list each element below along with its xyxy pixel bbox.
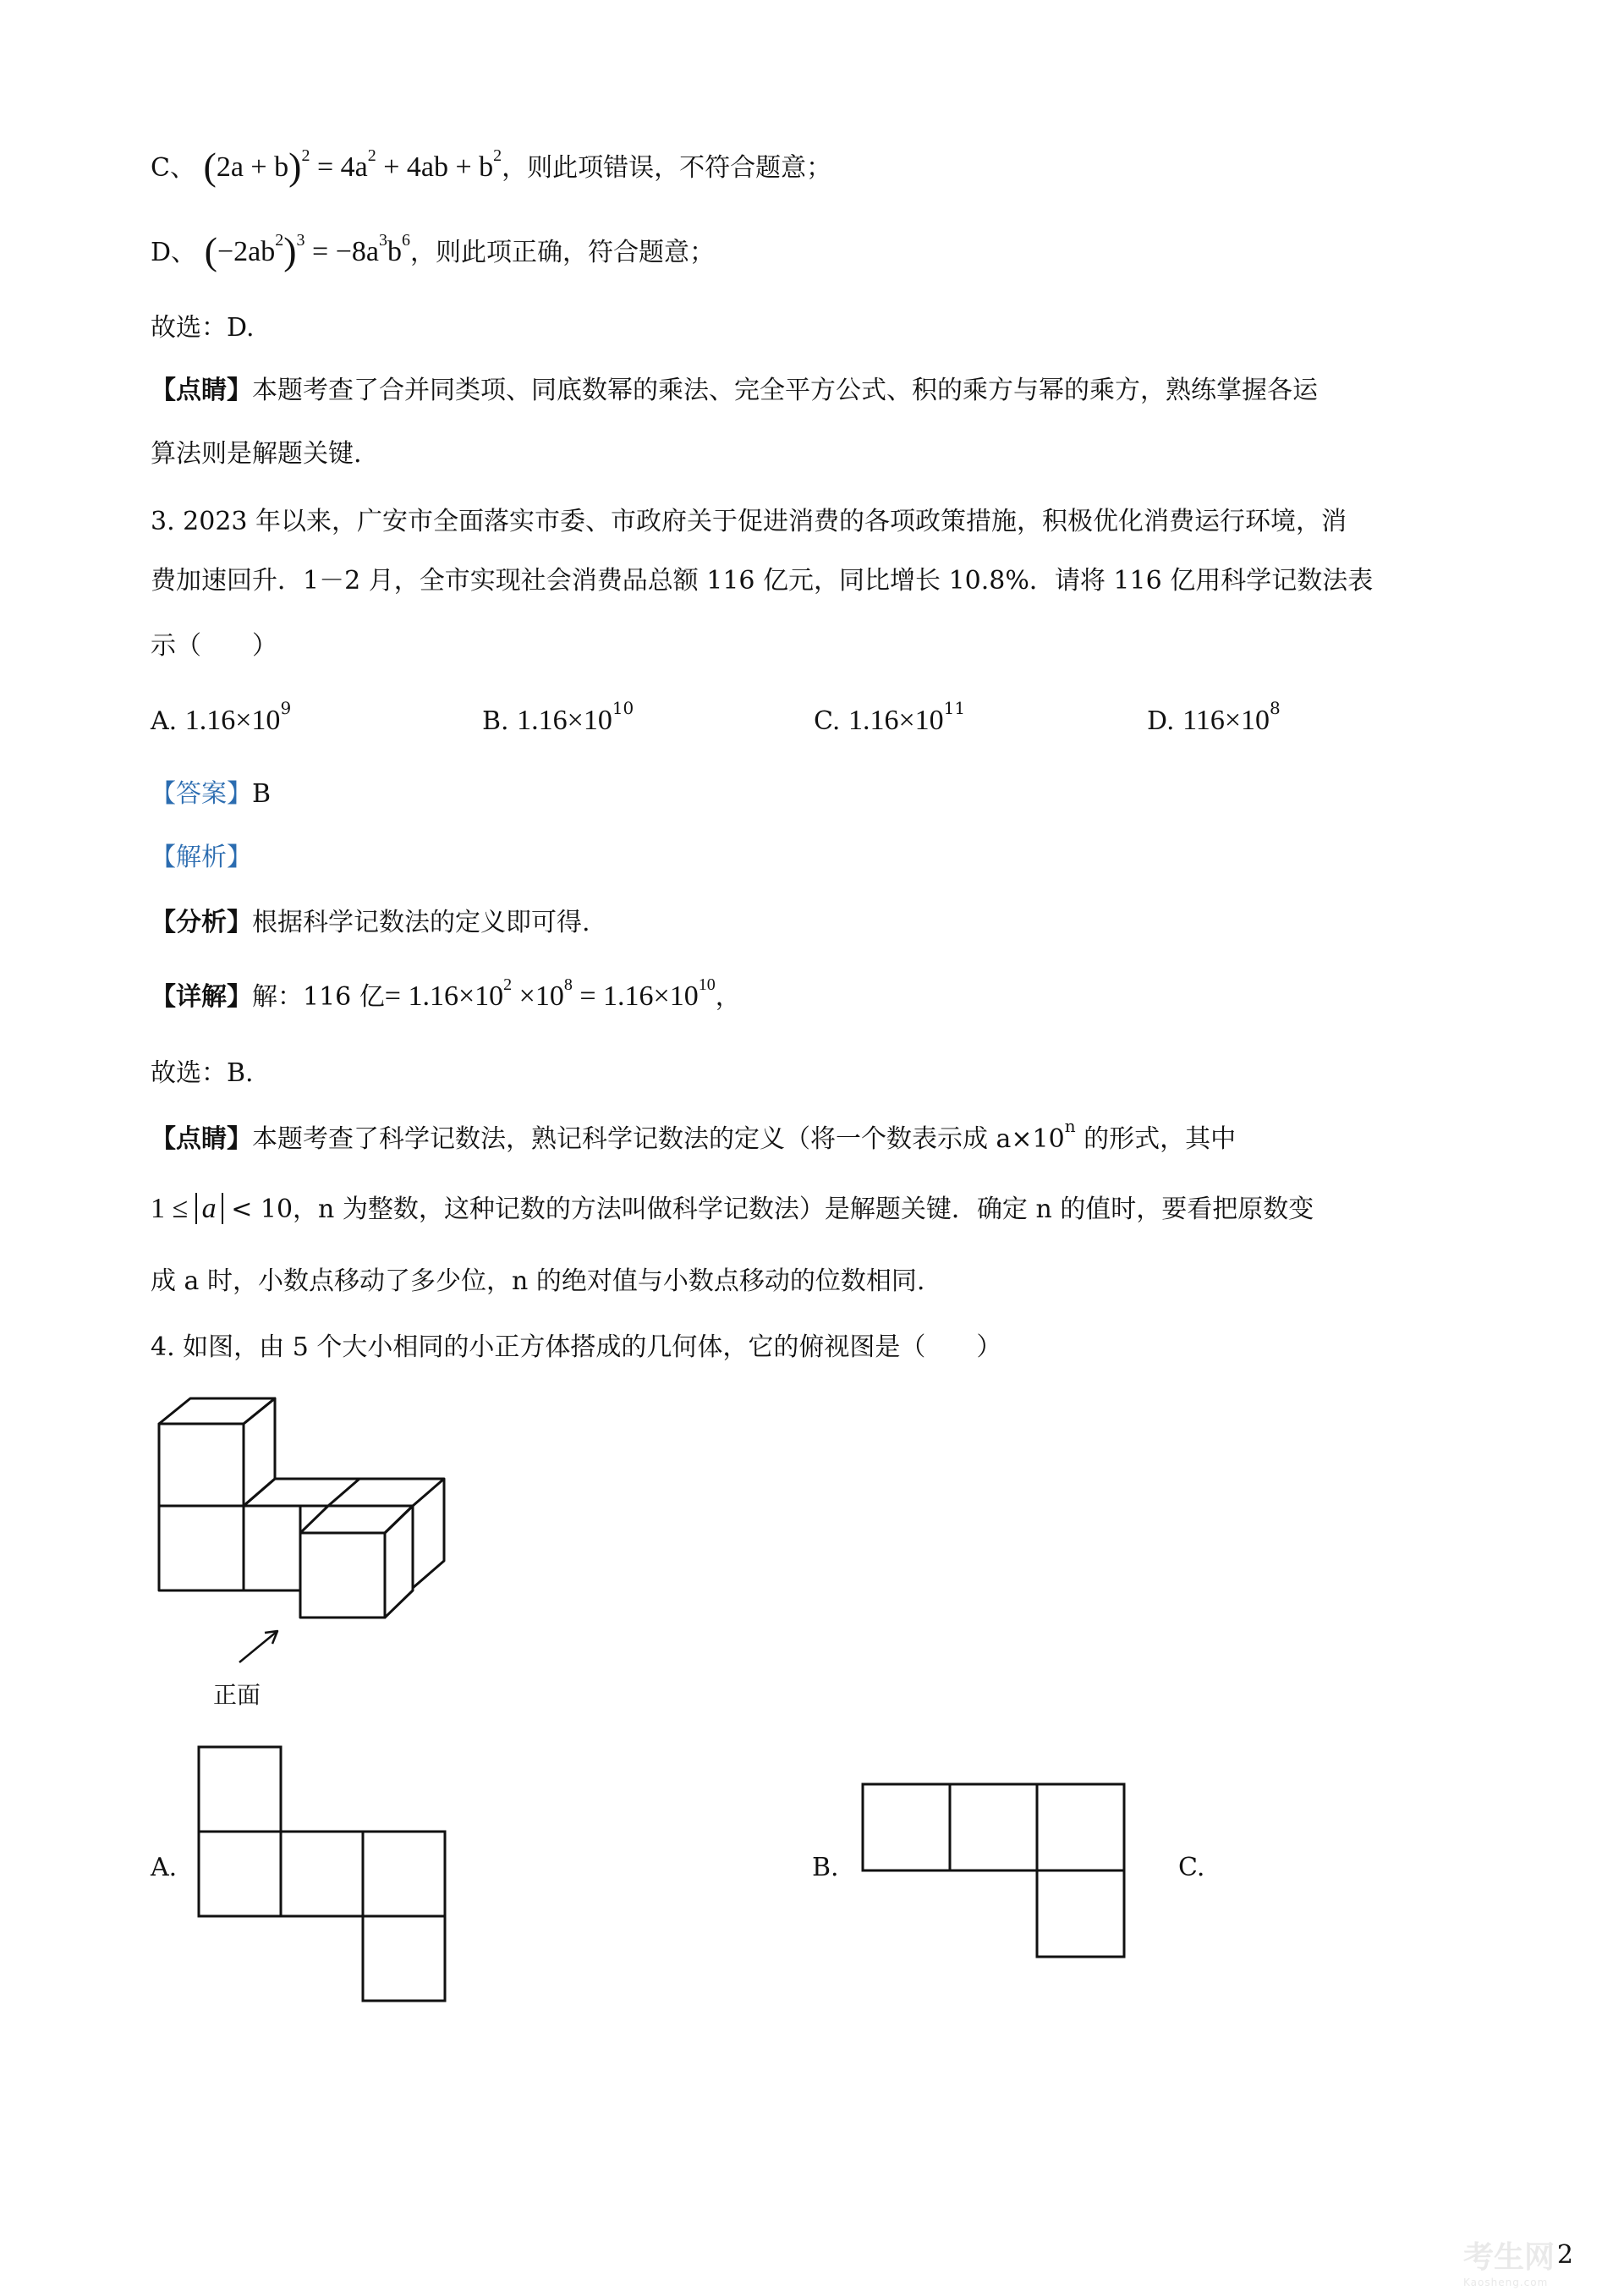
prev-c-rhs-b: + 4ab + b bbox=[376, 151, 494, 183]
q3-option-d-label: D. bbox=[1147, 706, 1175, 736]
q3-stem-line-3: 示（ ） bbox=[151, 631, 277, 661]
q3-xj-b-exp: 8 bbox=[563, 975, 573, 994]
q3-jiexi-label: 【解析】 bbox=[151, 843, 252, 872]
option-b-cell-3 bbox=[1037, 1784, 1124, 1870]
q3-option-a-label: A. bbox=[151, 706, 178, 736]
q3-option-c bbox=[814, 698, 966, 739]
q3-dianjing-line-2 bbox=[151, 1191, 1314, 1228]
prev-dianjing-line-2: 算法则是解题关键. bbox=[151, 439, 362, 469]
q3-xj-c-exp: 10 bbox=[698, 975, 716, 994]
q3-fenxi-label: 【分析】 bbox=[151, 908, 252, 937]
q4-option-c-label: C. bbox=[1178, 1853, 1205, 1882]
q3-dianjing-2a: 1 ≤ bbox=[151, 1193, 195, 1224]
cube-back-row-divider-1 bbox=[328, 1479, 359, 1506]
option-a-cell-mid-2 bbox=[281, 1832, 363, 1916]
q3-dianjing-line-1 bbox=[151, 1116, 1237, 1157]
q3-option-d bbox=[1147, 698, 1281, 739]
prev-c-rhs-b-exp: 2 bbox=[493, 146, 502, 165]
q3-xiangjie bbox=[151, 975, 741, 1015]
q3-xj-a: = 1.16×10 bbox=[384, 980, 504, 1012]
prev-dianjing-text-1: 本题考查了合并同类项、同底数幂的乘法、完全平方公式、积的乘方与幂的乘方，熟练掌握各运 bbox=[252, 376, 1318, 405]
q3-option-a-exp: 9 bbox=[280, 698, 292, 718]
prev-c-rhs-a: = 4a bbox=[316, 151, 368, 183]
prev-dianjing-line-1 bbox=[151, 373, 1318, 409]
prev-choose: 故选：D. bbox=[151, 313, 255, 343]
q3-dianjing-label: 【点睛】 bbox=[151, 1124, 252, 1154]
prev-d-rhs-a-exp: 3 bbox=[378, 231, 387, 250]
q3-dianjing-line-3: 成 a 时，小数点移动了多少位，n 的绝对值与小数点移动的位数相同. bbox=[151, 1266, 925, 1296]
prev-dianjing-label: 【点睛】 bbox=[151, 376, 252, 405]
q3-option-b-base: 1.16×10 bbox=[517, 705, 612, 736]
prev-d-lhs: −2ab bbox=[217, 236, 276, 267]
prev-d-comment: ，则此项正确，符合题意； bbox=[409, 238, 715, 267]
prev-c-label: C、 bbox=[151, 153, 195, 183]
q3-answer-label: 【答案】 bbox=[151, 779, 252, 809]
prev-c-comment: ，则此项错误，不符合题意； bbox=[502, 153, 832, 183]
cube-front-side bbox=[385, 1506, 413, 1618]
cube-front-top bbox=[300, 1506, 413, 1533]
prev-option-d bbox=[151, 229, 715, 272]
q3-dianjing-2b: < 10，n 为整数，这种记数的方法叫做科学记数法）是解题关键．确定 n 的值时，要看把原数变 bbox=[222, 1195, 1314, 1224]
q3-xj-b: ×10 bbox=[512, 980, 564, 1012]
option-b-cell-1 bbox=[863, 1784, 950, 1870]
q3-xj-a-exp: 2 bbox=[503, 975, 513, 994]
q3-option-c-exp: 11 bbox=[943, 698, 966, 718]
q3-option-b-exp: 10 bbox=[612, 698, 634, 718]
prev-d-label: D、 bbox=[151, 238, 197, 267]
q3-option-a bbox=[151, 698, 292, 739]
option-b-cell-2 bbox=[950, 1784, 1037, 1870]
prev-d-rhs-b-exp: 6 bbox=[401, 231, 410, 250]
q3-fenxi-text: 根据科学记数法的定义即可得. bbox=[252, 908, 590, 937]
prev-c-lhs: 2a + b bbox=[216, 151, 289, 183]
front-arrow-line bbox=[239, 1631, 277, 1662]
q3-xj-end: ， bbox=[715, 982, 741, 1012]
prev-d-rhs-a: = −8a bbox=[312, 236, 379, 267]
q3-xiangjie-label: 【详解】 bbox=[151, 982, 252, 1012]
page-number: 2 bbox=[1556, 2240, 1573, 2270]
front-label: 正面 bbox=[213, 1681, 261, 1709]
q3-dianjing-abs: a bbox=[195, 1193, 223, 1224]
watermark-text: 考生网 bbox=[1463, 2240, 1555, 2275]
watermark-sub: Kaosheng.com bbox=[1463, 2277, 1549, 2288]
cube-back-row-side bbox=[413, 1479, 444, 1588]
q4-option-a-label: A. bbox=[151, 1853, 178, 1882]
q3-option-d-exp: 8 bbox=[1270, 698, 1281, 718]
prev-c-rhs-a-exp: 2 bbox=[367, 146, 376, 165]
q3-option-b bbox=[482, 698, 634, 739]
watermark bbox=[1463, 2233, 1555, 2288]
prev-c-formula: $(2a + b)^2 = 4a^2 + 4ab + b^2$ bbox=[203, 145, 502, 188]
q3-answer bbox=[151, 777, 271, 812]
q3-dianjing-1b: 的形式，其中 bbox=[1075, 1124, 1237, 1154]
q4-stem: 4. 如图，由 5 个大小相同的小正方体搭成的几何体，它的俯视图是（ ） bbox=[151, 1332, 1002, 1362]
q3-dianjing-1-exp: n bbox=[1064, 1116, 1076, 1136]
q4-option-a-figure bbox=[195, 1745, 453, 2003]
q3-option-c-label: C. bbox=[814, 706, 841, 736]
q3-xiangjie-prefix: 解：116 亿 bbox=[252, 982, 385, 1012]
cube-top-front bbox=[159, 1424, 244, 1506]
option-a-cell-bottom bbox=[363, 1916, 445, 2001]
option-a-cell-mid-1 bbox=[199, 1832, 281, 1916]
q3-xj-c: = 1.16×10 bbox=[572, 980, 699, 1012]
q3-stem-line-2: 费加速回升．1－2 月，全市实现社会消费品总额 116 亿元，同比增长 10.8%．请将 116 亿用科学记数法表 bbox=[151, 566, 1374, 596]
cube-front-front bbox=[300, 1533, 385, 1618]
q4-option-b-figure bbox=[859, 1781, 1129, 1967]
prev-option-c bbox=[151, 145, 832, 188]
prev-d-rhs-b: b bbox=[387, 236, 402, 267]
prev-d-lhs-inner-exp: 2 bbox=[275, 231, 284, 250]
option-a-cell-mid-3 bbox=[363, 1832, 445, 1916]
q3-option-c-base: 1.16×10 bbox=[848, 705, 944, 736]
q3-option-d-base: 116×10 bbox=[1182, 705, 1270, 736]
q3-dianjing-1a: 本题考查了科学记数法，熟记科学记数法的定义（将一个数表示成 a×10 bbox=[252, 1124, 1065, 1154]
q4-option-b-label: B. bbox=[812, 1853, 839, 1882]
option-b-cell-4 bbox=[1037, 1870, 1124, 1957]
q3-xiangjie-formula bbox=[384, 975, 716, 1012]
cube-bottom-middle-front bbox=[244, 1506, 300, 1590]
prev-c-lhs-exp: 2 bbox=[301, 146, 310, 165]
q3-option-b-label: B. bbox=[482, 706, 509, 736]
prev-d-lhs-exp: 3 bbox=[296, 231, 305, 250]
prev-d-formula: $(-2ab^2)^3 = -8a^3b^6$ bbox=[204, 229, 410, 272]
q3-answer-value: B bbox=[252, 779, 272, 809]
q3-fenxi bbox=[151, 905, 590, 941]
q3-stem-line-1: 3. 2023 年以来，广安市全面落实市委、市政府关于促进消费的各项政策措施，积极优化消费运行环境，消 bbox=[151, 507, 1347, 536]
q3-choose: 故选：B. bbox=[151, 1058, 254, 1088]
cube-bottom-left-front bbox=[159, 1506, 244, 1590]
cube-top-side bbox=[244, 1398, 275, 1506]
option-a-cell-top bbox=[199, 1747, 281, 1832]
q3-option-a-base: 1.16×10 bbox=[184, 705, 281, 736]
q4-cube-figure bbox=[152, 1396, 457, 1717]
